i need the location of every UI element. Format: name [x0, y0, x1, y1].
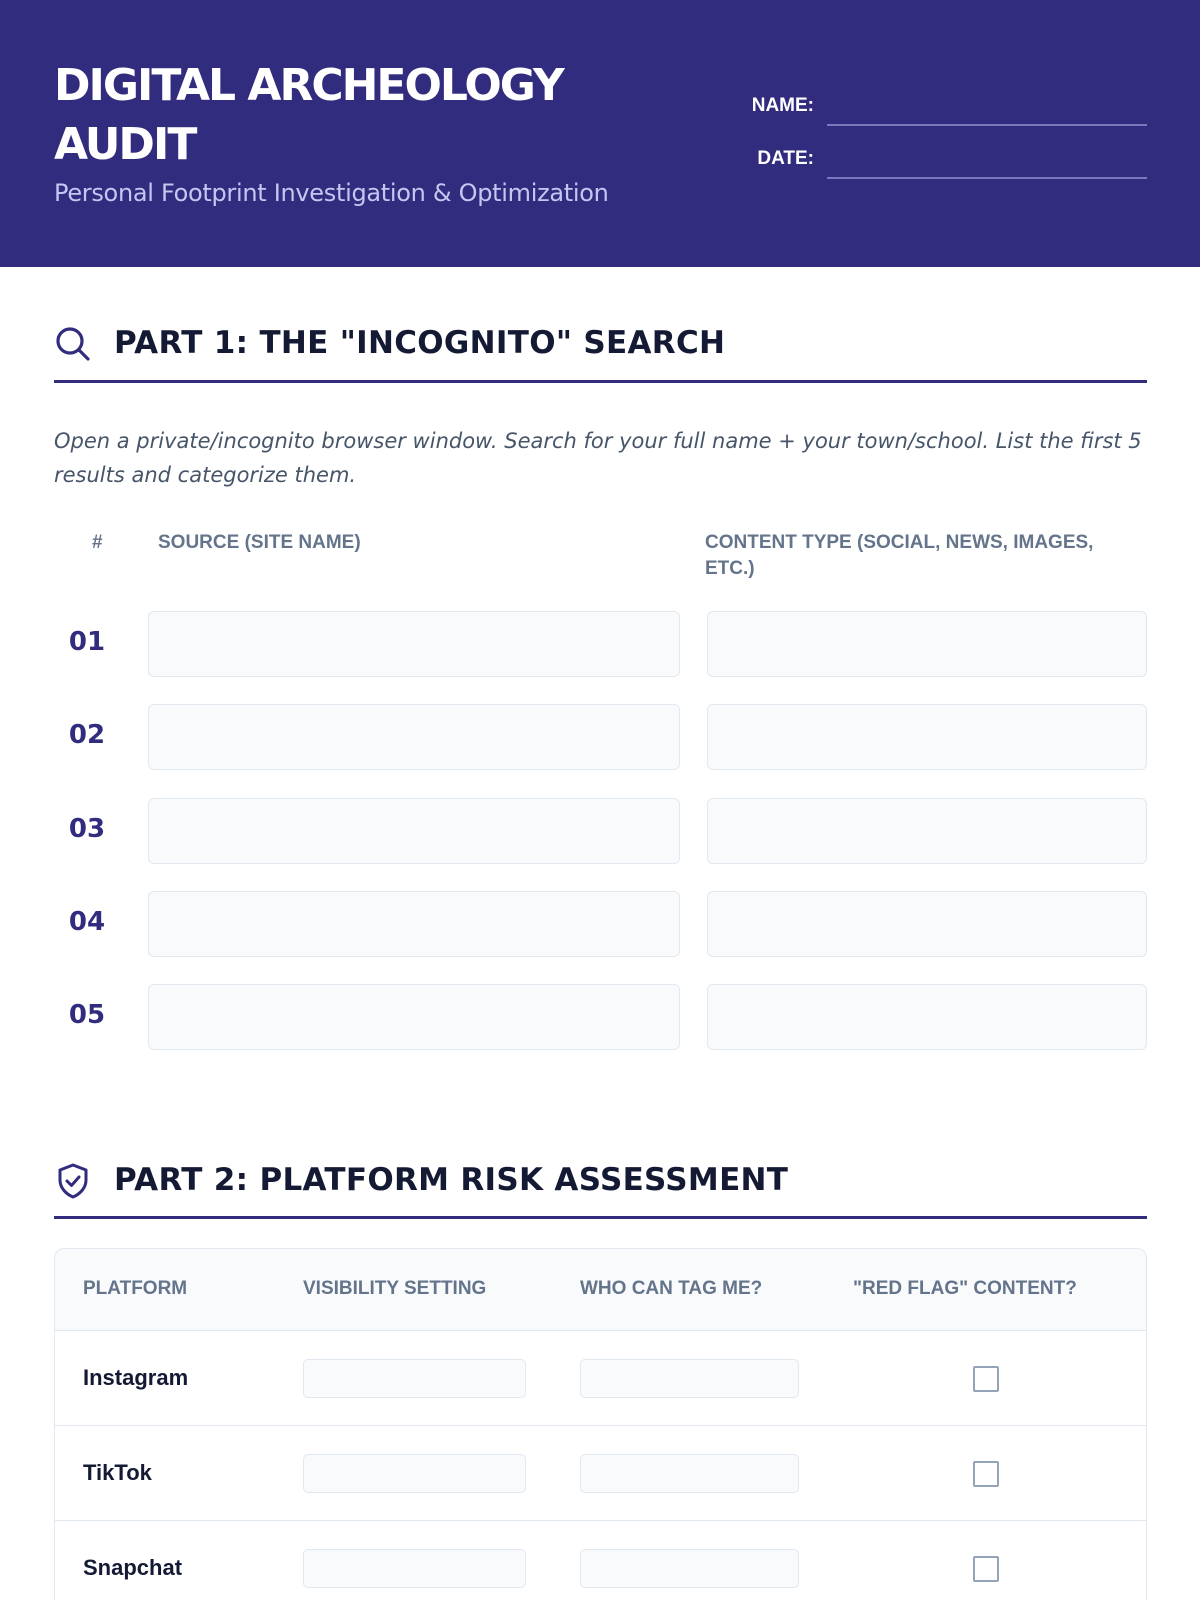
part1-heading: [54, 321, 1147, 371]
row-number: 04: [68, 907, 106, 937]
col-head-number: #: [92, 532, 103, 553]
row-number: 05: [68, 1000, 106, 1030]
table-header: [55, 1249, 1146, 1331]
part1-title: PART 1: THE "INCOGNITO" SEARCH: [114, 325, 726, 361]
row-number: 02: [68, 720, 106, 750]
part1-instructions: Open a private/incognito browser window. Search for your full name + your town/school. List the first 5 results and categorize them.: [54, 429, 1142, 487]
table-row: [55, 1521, 1146, 1600]
name-label: NAME:: [751, 95, 814, 116]
content-type-input[interactable]: [707, 798, 1147, 864]
source-input[interactable]: [148, 984, 680, 1050]
source-input[interactable]: [148, 891, 680, 957]
content-type-input[interactable]: [707, 891, 1147, 957]
part1-divider: [54, 380, 1147, 383]
col-head-platform: PLATFORM: [83, 1278, 188, 1299]
col-head-content-type: CONTENT TYPE (SOCIAL, NEWS, IMAGES, ETC.): [705, 532, 1094, 579]
visibility-input[interactable]: [303, 1359, 526, 1398]
source-input[interactable]: [148, 704, 680, 770]
part2-heading: [54, 1158, 1147, 1208]
col-head-red-flag: "RED FLAG" CONTENT?: [853, 1278, 1077, 1299]
col-head-tagging: WHO CAN TAG ME?: [580, 1278, 763, 1299]
page-subtitle: Personal Footprint Investigation & Optimization: [54, 179, 609, 207]
date-label: DATE:: [757, 148, 814, 169]
platform-name: Snapchat: [83, 1555, 183, 1580]
col-head-visibility: VISIBILITY SETTING: [303, 1278, 487, 1299]
table-row: [55, 1331, 1146, 1426]
red-flag-checkbox[interactable]: [973, 1366, 999, 1392]
tagging-input[interactable]: [580, 1359, 799, 1398]
part2-title: PART 2: PLATFORM RISK ASSESSMENT: [114, 1162, 789, 1198]
platform-name: Instagram: [83, 1365, 189, 1390]
row-number: 01: [68, 627, 106, 657]
col-head-source: SOURCE (SITE NAME): [158, 532, 361, 553]
source-input[interactable]: [148, 611, 680, 677]
visibility-input[interactable]: [303, 1454, 526, 1493]
red-flag-checkbox[interactable]: [973, 1461, 999, 1487]
platform-risk-table: [54, 1248, 1147, 1600]
red-flag-checkbox[interactable]: [973, 1556, 999, 1582]
content-type-input[interactable]: [707, 611, 1147, 677]
tagging-input[interactable]: [580, 1549, 799, 1588]
search-icon: [54, 325, 92, 363]
header-banner: [0, 0, 1200, 267]
row-number: 03: [68, 814, 106, 844]
visibility-input[interactable]: [303, 1549, 526, 1588]
content-type-input[interactable]: [707, 984, 1147, 1050]
platform-name: TikTok: [83, 1460, 152, 1485]
part2-divider: [54, 1216, 1147, 1219]
shield-check-icon: [54, 1162, 92, 1200]
date-field[interactable]: [827, 177, 1147, 179]
tagging-input[interactable]: [580, 1454, 799, 1493]
page-title: DIGITAL ARCHEOLOGY AUDIT: [54, 60, 563, 170]
content-type-input[interactable]: [707, 704, 1147, 770]
table-row: [55, 1426, 1146, 1521]
name-field[interactable]: [827, 124, 1147, 126]
source-input[interactable]: [148, 798, 680, 864]
